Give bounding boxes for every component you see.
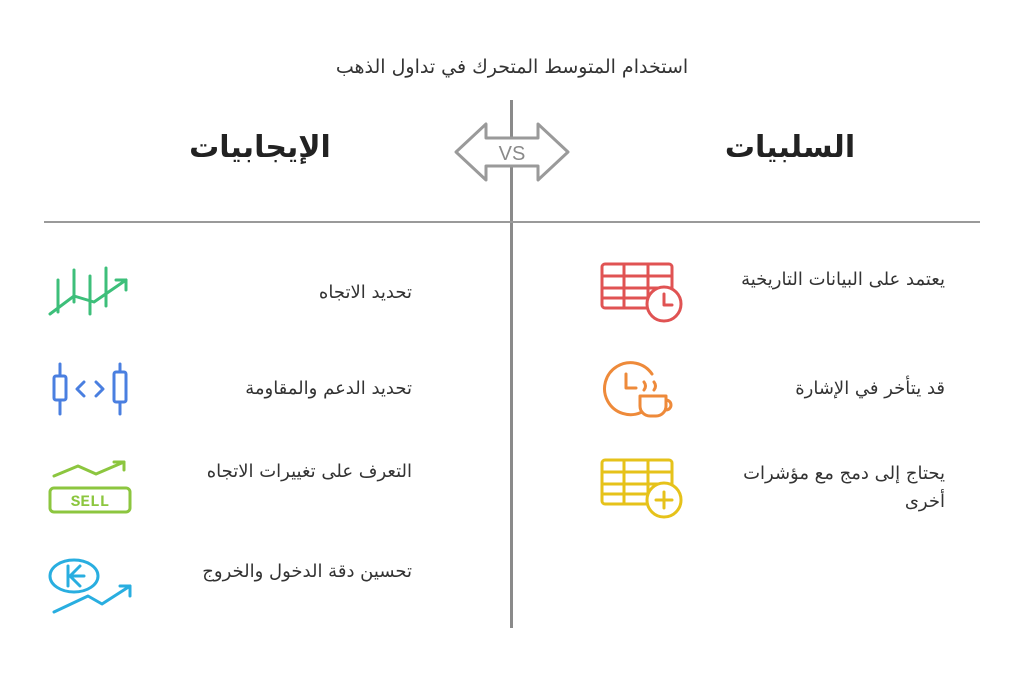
- cons-item-3: يحتاج إلى دمج مع مؤشرات أخرى: [743, 463, 945, 512]
- diagram-title: استخدام المتوسط المتحرك في تداول الذهب: [335, 56, 689, 78]
- sell-signal-icon: [44, 456, 140, 520]
- candlestick-range-icon: [44, 358, 140, 422]
- cons-item-1: يعتمد على البيانات التاريخية: [741, 269, 945, 290]
- cons-item-2: قد يتأخر في الإشارة: [795, 378, 945, 399]
- pros-item-4: تحسين دقة الدخول والخروج: [202, 561, 412, 582]
- pros-item-2: تحديد الدعم والمقاومة: [245, 378, 412, 399]
- table-clock-icon: [594, 260, 690, 324]
- table-plus-icon: [594, 456, 690, 520]
- clock-cup-icon: [594, 360, 690, 424]
- pros-item-3: التعرف على تغييرات الاتجاه: [206, 461, 412, 482]
- header-divider-horizontal: [44, 221, 980, 223]
- sell-label: SELL: [70, 493, 110, 511]
- pros-item-1: تحديد الاتجاه: [318, 282, 412, 303]
- vs-label: VS: [498, 143, 526, 165]
- trend-chart-icon: [44, 262, 140, 326]
- vs-double-arrow-icon: [452, 120, 572, 184]
- pros-heading: الإيجابيات: [189, 130, 331, 165]
- cons-heading: السلبيات: [724, 130, 856, 165]
- entry-exit-arrow-icon: [44, 556, 140, 620]
